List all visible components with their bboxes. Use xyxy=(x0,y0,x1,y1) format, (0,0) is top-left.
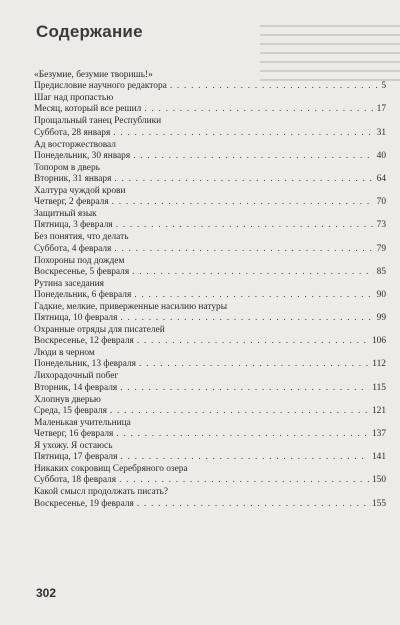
toc-entry-page-number: 17 xyxy=(376,104,386,115)
toc-entry-title: Шаг над пропастью xyxy=(34,93,114,104)
toc-entry xyxy=(34,371,386,394)
toc-entry-title: Хлопнув дверью xyxy=(34,394,101,405)
toc-entry-page-number: 79 xyxy=(376,243,386,254)
toc-entry-subtitle: Воскресенье, 5 февраля xyxy=(34,266,130,277)
dot-leader xyxy=(133,151,373,162)
toc-entry xyxy=(34,348,386,371)
toc-entry-subtitle: Суббота, 4 февраля xyxy=(34,243,112,254)
toc-entry-page-number: 85 xyxy=(376,266,386,277)
dot-leader xyxy=(113,128,373,139)
dot-leader xyxy=(132,267,373,278)
toc-entry-subtitle: Четверг, 2 февраля xyxy=(34,197,109,208)
toc-entry-subtitle-row xyxy=(34,81,386,92)
toc-entry-page-number: 137 xyxy=(371,429,386,440)
toc-entry-subtitle-row xyxy=(34,128,386,139)
dot-leader xyxy=(114,174,373,185)
toc-entry-title: Защитный язык xyxy=(34,209,97,220)
toc-entry xyxy=(34,209,386,232)
dot-leader xyxy=(116,429,369,440)
toc-entry xyxy=(34,279,386,302)
toc-entry-page-number: 106 xyxy=(371,336,386,347)
dot-leader xyxy=(170,81,379,92)
toc-entry-title: Какой смысл продолжать писать? xyxy=(34,487,168,498)
toc-entry-title: Без понятия, что делать xyxy=(34,232,129,243)
toc-entry-page-number: 31 xyxy=(376,127,386,138)
toc-entry xyxy=(34,116,386,139)
toc-entry-subtitle: Воскресенье, 12 февраля xyxy=(34,336,134,347)
toc-entry xyxy=(34,418,386,441)
toc-entry xyxy=(34,186,386,209)
toc-entry-subtitle-row xyxy=(34,151,386,162)
toc-entry-subtitle: Вторник, 14 февраля xyxy=(34,382,118,393)
toc-entry-subtitle-row xyxy=(34,359,386,370)
toc-entry-title: Ад восторжествовал xyxy=(34,139,116,150)
toc-entry xyxy=(34,441,386,464)
dot-leader xyxy=(120,452,369,463)
toc-entry-subtitle: Воскресенье, 19 февраля xyxy=(34,498,134,509)
toc-entry-page-number: 115 xyxy=(372,382,386,393)
toc-entry-subtitle: Месяц, который все решил xyxy=(34,104,142,115)
dot-leader xyxy=(112,197,374,208)
toc-entry-title: Халтура чуждой крови xyxy=(34,185,126,196)
toc-entry-page-number: 70 xyxy=(376,197,386,208)
dot-leader xyxy=(116,220,374,231)
toc-entry-subtitle: Понедельник, 6 февраля xyxy=(34,289,132,300)
toc-entry-subtitle-row xyxy=(34,499,386,510)
toc-entry-title: Охранные отряды для писателей xyxy=(34,325,165,336)
toc-entry xyxy=(34,464,386,487)
toc-entry-title: Гадкие, мелкие, приверженные насилию натуры xyxy=(34,301,228,312)
dot-leader xyxy=(144,104,373,115)
toc-entry-subtitle-row xyxy=(34,383,386,394)
toc-entry-subtitle-row xyxy=(34,452,386,463)
toc-entry-subtitle-row xyxy=(34,336,386,347)
dot-leader xyxy=(120,383,369,394)
toc-entry-subtitle: Суббота, 18 февраля xyxy=(34,475,117,486)
toc-entry-page-number: 40 xyxy=(376,150,386,161)
toc-entry-subtitle: Вторник, 31 января xyxy=(34,173,112,184)
toc-entry-page-number: 155 xyxy=(371,498,386,509)
toc-entry-title: Прощальный танец Республики xyxy=(34,116,162,127)
toc-entry-subtitle-row xyxy=(34,174,386,185)
toc-entry xyxy=(34,487,386,510)
toc-entry-subtitle-row xyxy=(34,244,386,255)
toc-entry-page-number: 90 xyxy=(376,289,386,300)
dot-leader xyxy=(110,406,369,417)
toc-entry-subtitle: Понедельник, 13 февраля xyxy=(34,359,136,370)
table-of-contents xyxy=(34,70,386,511)
toc-entry xyxy=(34,325,386,348)
toc-entry-title: «Безумие, безумие творишь!» xyxy=(34,70,153,80)
toc-entry-subtitle-row xyxy=(34,475,386,486)
toc-entry-title: Маленькая учительница xyxy=(34,417,131,428)
toc-entry-page-number: 150 xyxy=(371,475,386,486)
toc-entry-page-number: 64 xyxy=(376,173,386,184)
toc-entry-subtitle-row xyxy=(34,406,386,417)
dot-leader xyxy=(119,475,369,486)
toc-entry-page-number: 112 xyxy=(372,359,386,370)
toc-entry-page-number: 73 xyxy=(376,220,386,231)
toc-entry-subtitle: Среда, 15 февраля xyxy=(34,405,107,416)
toc-entry-subtitle-row xyxy=(34,290,386,301)
toc-entry-subtitle-row xyxy=(34,104,386,115)
dot-leader xyxy=(137,336,369,347)
dot-leader xyxy=(134,290,373,301)
toc-entry-subtitle-row xyxy=(34,197,386,208)
toc-entry-title: Люди в черном xyxy=(34,348,95,359)
dot-leader xyxy=(137,499,369,510)
toc-entry-title: Я ухожу. Я остаюсь xyxy=(34,441,113,451)
toc-entry-subtitle-row xyxy=(34,429,386,440)
toc-entry-subtitle: Пятница, 10 февраля xyxy=(34,313,118,324)
toc-entry-subtitle: Пятница, 3 февраля xyxy=(34,220,113,231)
toc-entry xyxy=(34,395,386,418)
toc-entry xyxy=(34,302,386,325)
toc-entry-page-number: 141 xyxy=(371,452,386,463)
page-number: 302 xyxy=(36,586,57,600)
toc-entry-subtitle: Пятница, 17 февраля xyxy=(34,452,118,463)
toc-entry-title: Похороны под дождем xyxy=(34,255,125,266)
toc-entry xyxy=(34,140,386,163)
toc-entry xyxy=(34,163,386,186)
toc-entry xyxy=(34,232,386,255)
toc-entry-title: Лихорадочный побег xyxy=(34,371,119,382)
toc-entry-subtitle-row xyxy=(34,220,386,231)
toc-entry-subtitle: Суббота, 28 января xyxy=(34,127,111,138)
toc-entry-subtitle-row xyxy=(34,313,386,324)
toc-entry-title: Никаких сокровищ Серебряного озера xyxy=(34,464,188,475)
dot-leader xyxy=(120,313,373,324)
toc-entry-subtitle: Понедельник, 30 января xyxy=(34,150,131,161)
toc-entry xyxy=(34,256,386,279)
toc-entry-page-number: 5 xyxy=(381,81,386,92)
dot-leader xyxy=(114,244,373,255)
toc-entry-subtitle: Четверг, 16 февраля xyxy=(34,429,114,440)
page-title: Содержание xyxy=(36,22,143,41)
toc-entry-list xyxy=(34,70,386,511)
toc-entry-page-number: 121 xyxy=(371,405,386,416)
dot-leader xyxy=(139,359,369,370)
toc-entry-subtitle: Предисловие научного редактора xyxy=(34,81,167,92)
toc-entry-subtitle-row xyxy=(34,267,386,278)
toc-entry-title: Топором в дверь xyxy=(34,162,100,173)
toc-entry-page-number: 99 xyxy=(376,313,386,324)
toc-entry-title: Рутина заседания xyxy=(34,278,104,289)
toc-entry xyxy=(34,70,386,93)
toc-entry xyxy=(34,93,386,116)
